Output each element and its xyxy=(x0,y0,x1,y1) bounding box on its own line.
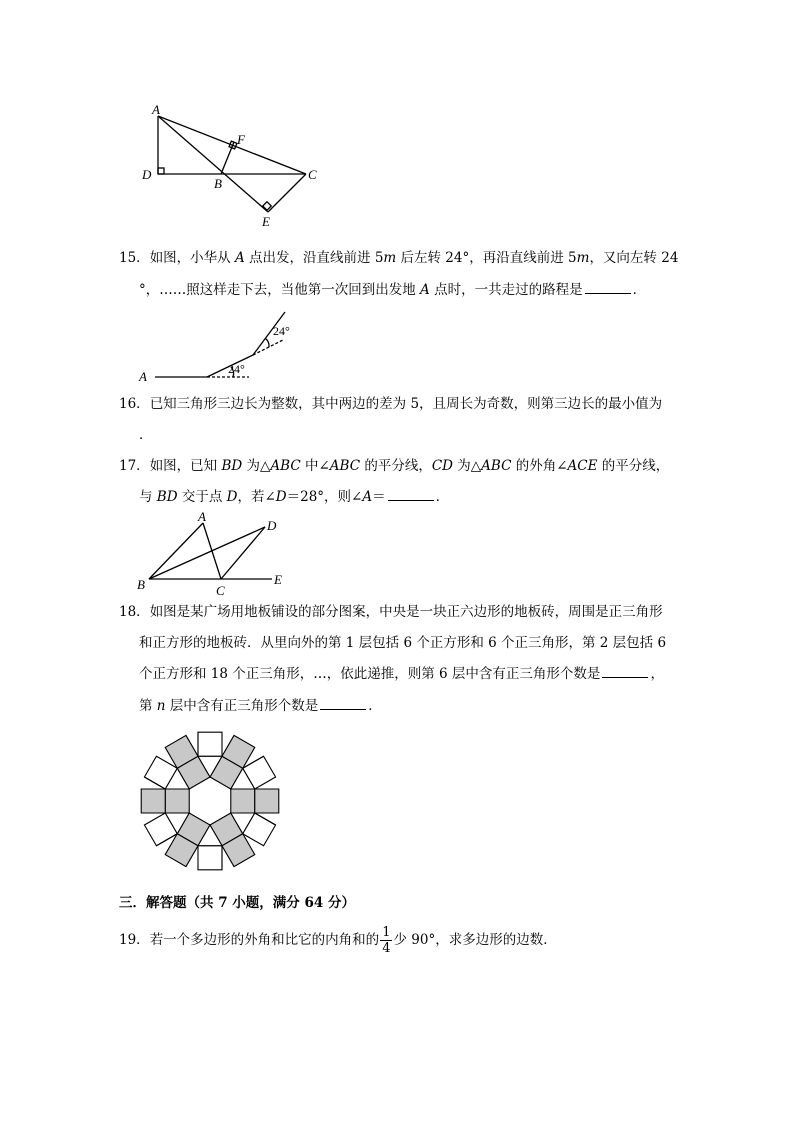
fraction-one-quarter: $\frac{1}{4}$ xyxy=(382,925,391,956)
q18-line2: 和正方形的地板砖．从里向外的第 1 层包括 6 个正方形和 6 个正三角形，第 2 层包括 6 xyxy=(139,635,667,651)
tile-square xyxy=(198,732,222,756)
fig14-label-e: E xyxy=(262,214,270,229)
q18-line4: 第 n 层中含有正三角形个数是 ． xyxy=(139,698,382,714)
fig17-label-e: E xyxy=(274,572,282,587)
tile-square xyxy=(165,789,189,813)
fig14-label-f: F xyxy=(237,132,245,147)
q18-line3: 个正方形和 18 个正三角形，…，依此递推，则第 6 层中含有正三角形个数是 ， xyxy=(139,666,664,682)
fig14-label-d: D xyxy=(142,167,152,182)
fig14-label-a: A xyxy=(152,102,160,117)
tile-square xyxy=(198,846,222,870)
fig17-label-c: C xyxy=(216,583,225,598)
fig14-label-b: B xyxy=(214,176,222,191)
figure-q14 xyxy=(138,102,328,230)
q16-number: 16． xyxy=(119,396,150,412)
fig17-label-d: D xyxy=(267,518,277,533)
q15-angle-label-1: 24° xyxy=(273,324,290,338)
tile-square xyxy=(255,789,279,813)
q15-angle-label-2: 24° xyxy=(228,362,245,376)
q15-number: 15． xyxy=(119,250,150,266)
q15-line1: 15．如图，小华从 A 点出发，沿直线前进 5m 后左转 24°，再沿直线前进 5m，又向左转 24 xyxy=(119,250,679,266)
fig14-label-c: C xyxy=(308,167,317,182)
fig17-label-a: A xyxy=(198,509,206,524)
q16-line2: ． xyxy=(139,427,153,443)
q17-number: 17． xyxy=(119,458,150,474)
q18-number: 18． xyxy=(119,604,150,620)
q17-line1: 17．如图，已知 BD 为△ABC 中∠ABC 的平分线，CD 为△ABC 的外角∠ACE 的平分线， xyxy=(119,458,670,474)
q19-line: 19．若一个多边形的外角和比它的内角和的 $\frac{1}{4}$ 少 90°，求多边形的边数． xyxy=(119,925,557,956)
figure-q18-tiling xyxy=(135,725,285,877)
q16-line1: 16．已知三角形三边长为整数，其中两边的差为 5，且周长为奇数，则第三边长的最小值为 xyxy=(119,396,663,412)
q17-line2: 与 BD 交于点 D，若∠D＝28°，则∠A＝ ． xyxy=(139,489,450,505)
q19-number: 19． xyxy=(119,932,150,948)
section-3-title: 三．解答题（共 7 小题，满分 64 分） xyxy=(119,895,355,911)
tile-square xyxy=(231,789,255,813)
figure-q17 xyxy=(135,509,295,599)
q18-line1: 18．如图是某广场用地板铺设的部分图案，中央是一块正六边形的地板砖，周围是正三角形 xyxy=(119,604,663,620)
figure-q15 xyxy=(135,310,305,386)
answer-blank[interactable] xyxy=(320,697,366,710)
fig17-label-b: B xyxy=(137,577,145,592)
tile-square xyxy=(141,789,165,813)
answer-blank[interactable] xyxy=(602,665,648,678)
q15-line2: °，……照这样走下去，当他第一次回到出发地 A 点时，一共走过的路程是 ． xyxy=(139,282,647,298)
answer-blank[interactable] xyxy=(388,488,434,501)
q15-label-a: A xyxy=(139,369,147,384)
answer-blank[interactable] xyxy=(585,281,631,294)
